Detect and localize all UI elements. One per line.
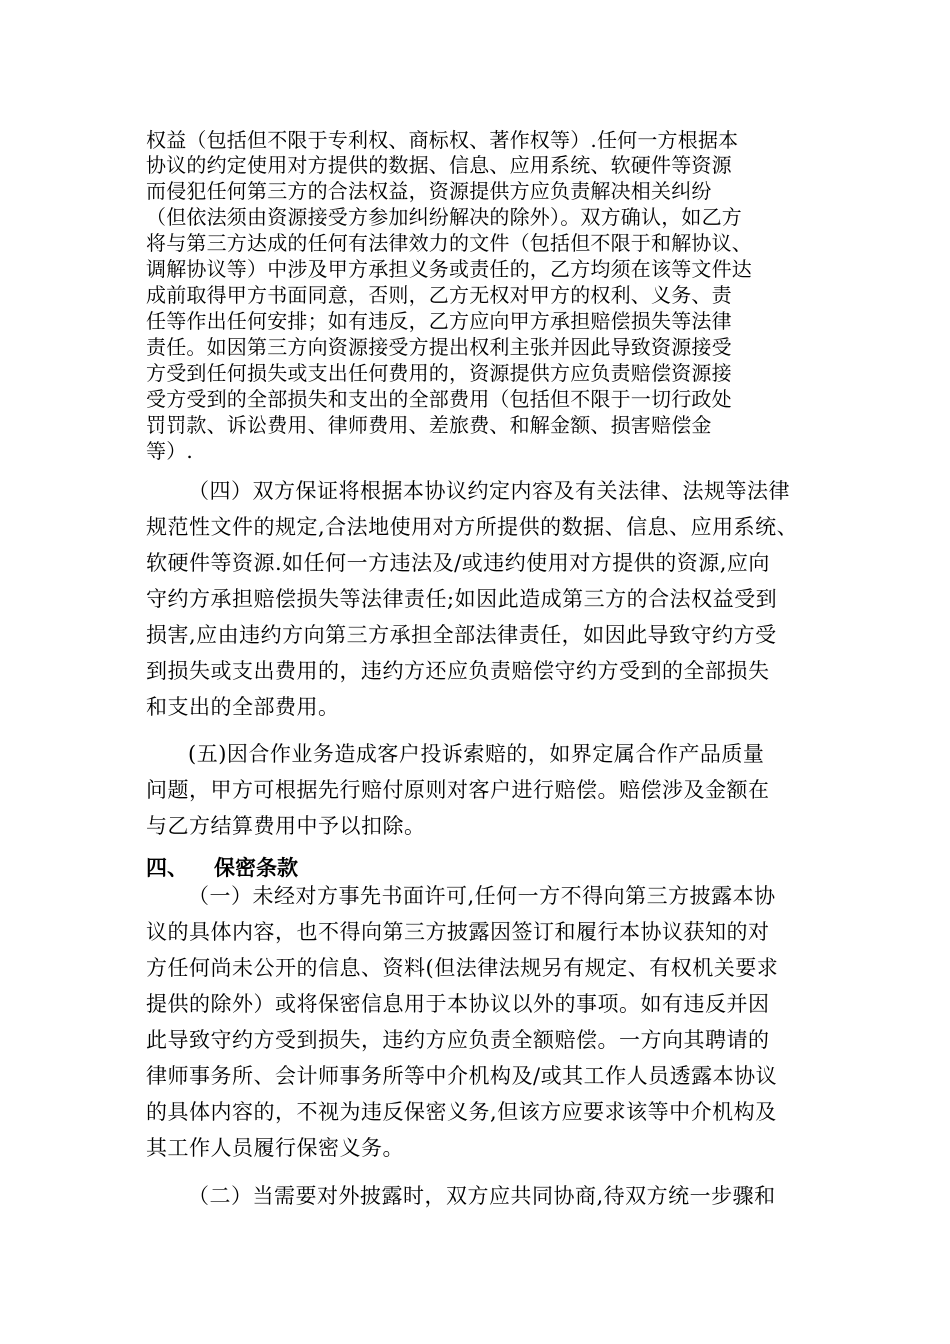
text-line: 责任。如因第三方向资源接受方提出权利主张并因此导致资源接受 [146, 335, 732, 359]
text-line: 方受到任何损失或支出任何费用的，资源提供方应负责赔偿资源接 [146, 361, 732, 385]
text-line: 问题，甲方可根据先行赔付原则对客户进行赔偿。赔偿涉及金额在 [146, 778, 770, 802]
text-line: 成前取得甲方书面同意，否则，乙方无权对甲方的权利、义务、责 [146, 283, 732, 307]
text-line: 守约方承担赔偿损失等法律责任;如因此造成第三方的合法权益受到 [146, 587, 778, 611]
text-line: （四）双方保证将根据本协议约定内容及有关法律、法规等法律 [188, 479, 790, 503]
text-line: 律师事务所、会计师事务所等中介机构及/或其工作人员透露本协议 [146, 1064, 778, 1088]
text-line: 损害,应由违约方向第三方承担全部法律责任，如因此导致守约方受 [146, 623, 777, 647]
text-line: 调解协议等）中涉及甲方承担义务或责任的，乙方均须在该等文件达 [146, 257, 752, 281]
section-title: 保密条款 [214, 856, 298, 880]
text-line: (五)因合作业务造成客户投诉索赔的，如界定属合作产品质量 [188, 742, 765, 766]
text-line: 的具体内容的，不视为违反保密义务,但该方应要求该等中介机构及 [146, 1100, 777, 1124]
text-line: 议的具体内容，也不得向第三方披露因签订和履行本协议获知的对 [146, 920, 770, 944]
text-line: 规范性文件的规定,合法地使用对方所提供的数据、信息、应用系统、 [146, 515, 799, 539]
text-line: 到损失或支出费用的，违约方还应负责赔偿守约方受到的全部损失 [146, 659, 770, 683]
text-line: （一）未经对方事先书面许可,任何一方不得向第三方披露本协 [188, 884, 776, 908]
text-line: 协议的约定使用对方提供的数据、信息、应用系统、软硬件等资源 [146, 153, 732, 177]
text-line: 任等作出任何安排；如有违反，乙方应向甲方承担赔偿损失等法律 [146, 309, 732, 333]
text-line: （二）当需要对外披露时，双方应共同协商,待双方统一步骤和 [188, 1184, 776, 1208]
text-line: 将与第三方达成的任何有法律效力的文件（包括但不限于和解协议、 [146, 231, 752, 255]
text-line: 方任何尚未公开的信息、资料(但法律法规另有规定、有权机关要求 [146, 956, 779, 980]
text-line: 软硬件等资源.如任何一方违法及/或违约使用对方提供的资源,应向 [146, 551, 770, 575]
section-heading-confidentiality [146, 852, 298, 882]
text-line: 等）. [146, 439, 193, 463]
text-line: 与乙方结算费用中予以扣除。 [146, 814, 426, 838]
text-line: 和支出的全部费用。 [146, 695, 340, 719]
section-number: 四、 [146, 856, 188, 880]
text-line: 罚罚款、诉讼费用、律师费用、差旅费、和解金额、损害赔偿金 [146, 413, 712, 437]
text-line: 其工作人员履行保密义务。 [146, 1136, 404, 1160]
text-line: 权益（包括但不限于专利权、商标权、著作权等）.任何一方根据本 [146, 128, 739, 152]
text-line: 受方受到的全部损失和支出的全部费用（包括但不限于一切行政处 [146, 387, 732, 411]
text-line: （但依法须由资源接受方参加纠纷解决的除外）。双方确认，如乙方 [146, 205, 742, 229]
text-line: 提供的除外）或将保密信息用于本协议以外的事项。如有违反并因 [146, 992, 770, 1016]
text-line: 而侵犯任何第三方的合法权益，资源提供方应负责解决相关纠纷 [146, 179, 712, 203]
text-line: 此导致守约方受到损失，违约方应负责全额赔偿。一方向其聘请的 [146, 1028, 770, 1052]
